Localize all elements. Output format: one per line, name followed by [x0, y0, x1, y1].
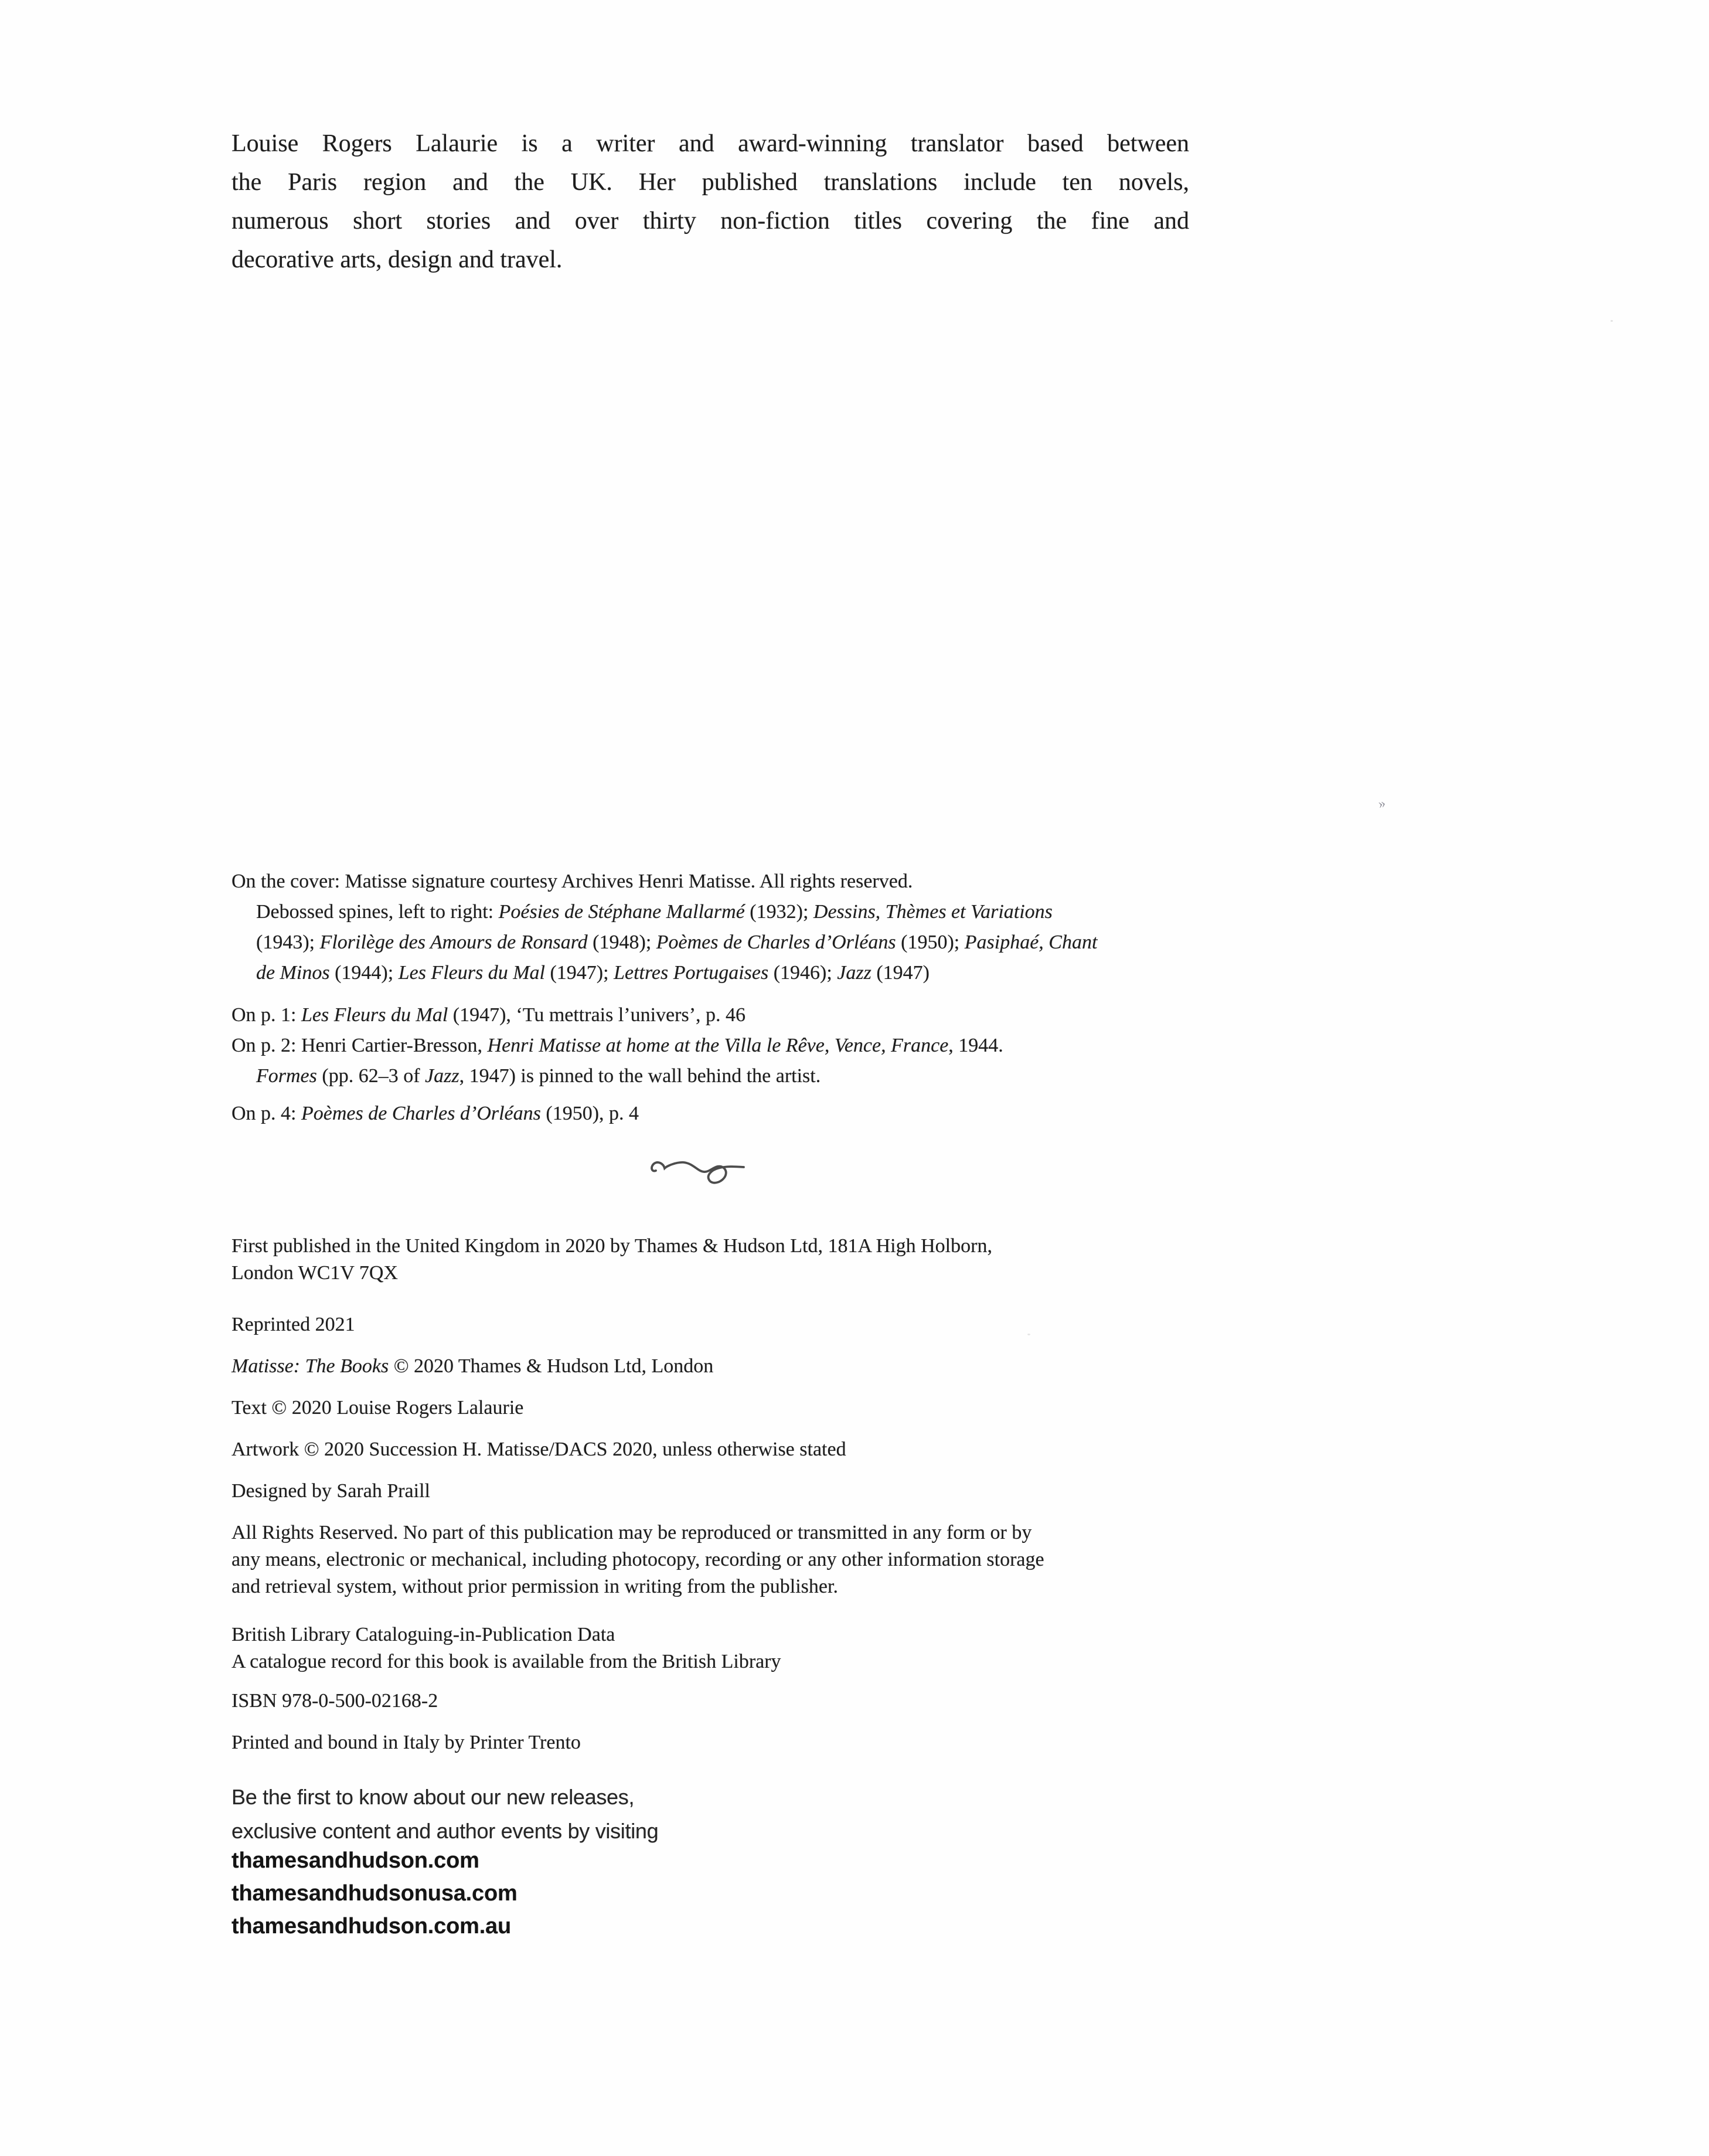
text-segment: (1944); — [329, 962, 399, 984]
text-segment: On p. 2: Henri Cartier-Bresson, — [232, 1035, 488, 1056]
bio-line: numerous short stories and over thirty non-fiction titles covering the fine and — [232, 208, 1189, 234]
text-segment: (1948); — [587, 931, 656, 953]
text-segment: (1932); — [744, 901, 813, 923]
text-segment: (1943); — [256, 931, 320, 953]
text-segment: Matisse: The Books — [232, 1355, 389, 1377]
website-url: thamesandhudson.com — [232, 1848, 479, 1873]
rights-statement: All Rights Reserved. No part of this publication may be reproduced or transmitted in any form or by any means, electronic or mechanical, including photocopy, recording or any other information storage and retrieval system, without prior permission in writing from the publisher. — [232, 1522, 1044, 1597]
plate-note-p2 — [232, 1031, 1003, 1061]
website-url: thamesandhudson.com.au — [232, 1914, 512, 1939]
text-segment: Poèmes de Charles d’Orléans — [656, 931, 896, 953]
text-segment: Lettres Portugaises — [614, 962, 769, 984]
title-copyright — [232, 1353, 713, 1380]
text-segment: (pp. 62–3 of — [316, 1065, 425, 1087]
printing-note: Printed and bound in Italy by Printer Trento — [232, 1732, 581, 1753]
author-bio — [232, 124, 1189, 279]
plate-note-p2-continued — [232, 1061, 1003, 1091]
text-segment: Poèmes de Charles d’Orléans — [301, 1103, 541, 1124]
cover-note-line — [232, 897, 1097, 927]
first-published: First published in the United Kingdom in 2020 by Thames & Hudson Ltd, 181A High Holborn, London WC1V 7QX — [232, 1235, 992, 1284]
cover-note-line — [232, 958, 1097, 988]
text-segment: Jazz — [837, 962, 871, 984]
cover-note-line: On the cover: Matisse signature courtesy Archives Henri Matisse. All rights reserved. — [232, 870, 913, 892]
text-segment: (1947), ‘Tu mettrais l’univers’, p. 46 — [448, 1004, 746, 1026]
text-segment: Dessins, Thèmes et Variations — [813, 901, 1053, 923]
text-segment: On p. 4: — [232, 1103, 301, 1124]
text-segment: Debossed spines, left to right: — [256, 901, 499, 923]
cover-note-line — [232, 927, 1097, 958]
text-copyright: Text © 2020 Louise Rogers Lalaurie — [232, 1397, 524, 1419]
publisher-websites — [232, 1844, 518, 1943]
cataloguing-note: British Library Cataloguing-in-Publication Data A catalogue record for this book is available from the British Library — [232, 1624, 781, 1672]
marketing-note: Be the first to know about our new releases, exclusive content and author events by visiting — [232, 1785, 659, 1843]
text-segment: Poésies de Stéphane Mallarmé — [498, 901, 745, 923]
artwork-copyright: Artwork © 2020 Succession H. Matisse/DACS 2020, unless otherwise stated — [232, 1439, 846, 1460]
plate-note-p1 — [232, 1000, 1003, 1031]
text-segment: Les Fleurs du Mal — [398, 962, 545, 984]
bio-line: Louise Rogers Lalaurie is a writer and award-winning translator based between — [232, 130, 1189, 157]
text-segment: Les Fleurs du Mal — [301, 1004, 448, 1026]
text-segment: de Minos — [256, 962, 330, 984]
text-segment: (1946); — [768, 962, 838, 984]
flourish-squiggle-icon — [638, 1144, 755, 1203]
text-segment: Florilège des Amours de Ronsard — [319, 931, 588, 953]
designer-credit: Designed by Sarah Praill — [232, 1480, 430, 1502]
cover-note — [232, 866, 1097, 988]
text-segment: (1950), p. 4 — [540, 1103, 639, 1124]
scan-artifact-mark: » — [1377, 795, 1387, 812]
text-segment: Pasiphaé, Chant — [964, 931, 1098, 953]
text-segment: , 1947) is pinned to the wall behind the artist. — [459, 1065, 821, 1087]
text-segment: Henri Matisse at home at the Villa le Rêve, Vence, France — [487, 1035, 949, 1056]
text-segment: (1947); — [544, 962, 614, 984]
bio-line: decorative arts, design and travel. — [232, 246, 563, 273]
plate-note-p4 — [232, 1099, 639, 1129]
scan-speck — [1027, 1334, 1030, 1335]
bio-line: the Paris region and the UK. Her published translations include ten novels, — [232, 169, 1189, 196]
text-segment: © 2020 Thames & Hudson Ltd, London — [389, 1355, 714, 1377]
scan-speck — [1611, 320, 1613, 322]
text-segment: Formes — [256, 1065, 317, 1087]
isbn-line: ISBN 978-0-500-02168-2 — [232, 1690, 438, 1712]
plate-notes — [232, 1000, 1003, 1091]
reprinted-note: Reprinted 2021 — [232, 1314, 355, 1335]
text-segment: (1950); — [896, 931, 965, 953]
text-segment: On p. 1: — [232, 1004, 301, 1026]
text-segment: , 1944. — [948, 1035, 1003, 1056]
website-url: thamesandhudsonusa.com — [232, 1881, 518, 1906]
text-segment: (1947) — [871, 962, 930, 984]
text-segment: Jazz — [425, 1065, 459, 1087]
